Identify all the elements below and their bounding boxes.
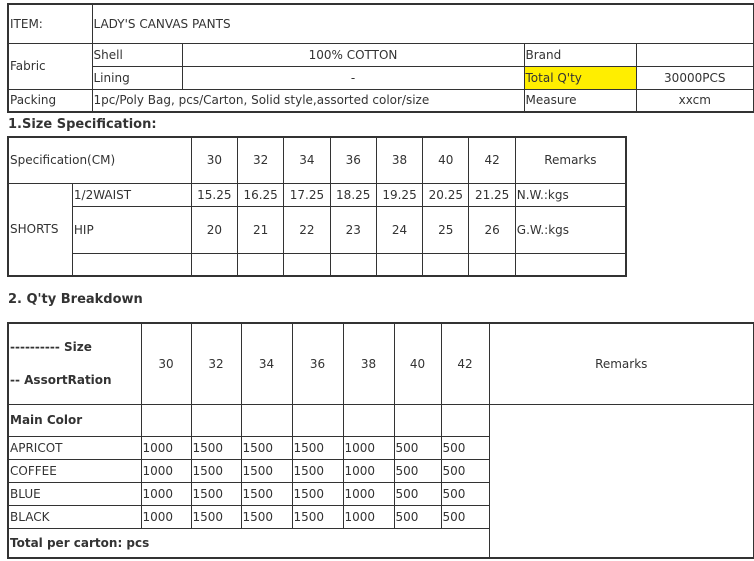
empty-cell (394, 404, 441, 436)
item-info-table (7, 3, 754, 113)
main-color-label: Main Color (8, 404, 141, 436)
size-label: ---------- Size (10, 339, 92, 354)
spec-remarks-label: Remarks (515, 137, 626, 183)
empty-cell (469, 253, 515, 276)
total-qty-label: Total Q'ty (524, 66, 636, 89)
empty-cell (284, 253, 330, 276)
item-value: LADY'S CANVAS PANTS (92, 4, 754, 43)
qty-value: 1000 (343, 482, 394, 505)
qty-value: 1000 (343, 505, 394, 528)
hip-value: 24 (376, 206, 422, 253)
lining-value: - (182, 66, 524, 89)
empty-cell (292, 404, 343, 436)
qty-value: 1500 (241, 436, 292, 459)
total-qty-value: 30000PCS (636, 66, 754, 89)
waist-value: 18.25 (330, 183, 376, 206)
empty-cell (376, 253, 422, 276)
shell-label: Shell (92, 43, 182, 66)
total-per-carton: Total per carton: pcs (8, 528, 489, 558)
qty-size: 32 (191, 323, 241, 404)
size-spec-heading: 1.Size Specification: (8, 117, 157, 132)
qty-value: 500 (394, 482, 441, 505)
spec-size: 42 (469, 137, 515, 183)
spec-size: 40 (423, 137, 469, 183)
qty-value: 1500 (191, 482, 241, 505)
waist-value: 20.25 (423, 183, 469, 206)
spec-size: 38 (376, 137, 422, 183)
color-label: BLUE (8, 482, 141, 505)
spec-label: Specification(CM) (8, 137, 191, 183)
hip-value: 25 (423, 206, 469, 253)
qty-value: 500 (394, 459, 441, 482)
empty-cell (237, 253, 283, 276)
waist-value: 15.25 (191, 183, 237, 206)
waist-value: 21.25 (469, 183, 515, 206)
nw-label: N.W.:kgs (515, 183, 626, 206)
qty-size: 30 (141, 323, 191, 404)
waist-label: 1/2WAIST (72, 183, 191, 206)
qty-value: 1000 (141, 436, 191, 459)
waist-value: 19.25 (376, 183, 422, 206)
empty-cell (423, 253, 469, 276)
hip-value: 20 (191, 206, 237, 253)
item-label: ITEM: (8, 4, 92, 43)
qty-size: 40 (394, 323, 441, 404)
empty-cell (141, 404, 191, 436)
qty-remarks-label: Remarks (489, 323, 754, 404)
qty-value: 1500 (191, 436, 241, 459)
qty-value: 1500 (191, 505, 241, 528)
qty-breakdown-heading: 2. Q'ty Breakdown (8, 292, 143, 307)
qty-value: 500 (394, 505, 441, 528)
empty-cell (515, 253, 626, 276)
fabric-label: Fabric (8, 43, 92, 89)
qty-size: 38 (343, 323, 394, 404)
qty-value: 1000 (343, 436, 394, 459)
qty-value: 1000 (141, 482, 191, 505)
size-assort-header (8, 323, 141, 404)
brand-label: Brand (524, 43, 636, 66)
empty-cell (191, 253, 237, 276)
empty-cell (441, 404, 489, 436)
color-label: APRICOT (8, 436, 141, 459)
qty-value: 1500 (241, 482, 292, 505)
qty-value: 500 (441, 436, 489, 459)
color-label: BLACK (8, 505, 141, 528)
category-label: SHORTS (8, 183, 72, 276)
packing-value: 1pc/Poly Bag, pcs/Carton, Solid style,assorted color/size (92, 89, 524, 112)
brand-value (636, 43, 754, 66)
size-spec-table (7, 136, 627, 277)
qty-value: 1500 (292, 505, 343, 528)
hip-value: 22 (284, 206, 330, 253)
qty-value: 1000 (343, 459, 394, 482)
qty-breakdown-table (7, 322, 754, 559)
empty-cell (330, 253, 376, 276)
qty-value: 1500 (292, 482, 343, 505)
shell-value: 100% COTTON (182, 43, 524, 66)
qty-size: 42 (441, 323, 489, 404)
spec-size: 30 (191, 137, 237, 183)
qty-value: 500 (441, 482, 489, 505)
lining-label: Lining (92, 66, 182, 89)
qty-value: 1500 (292, 459, 343, 482)
color-label: COFFEE (8, 459, 141, 482)
waist-value: 16.25 (237, 183, 283, 206)
qty-size: 36 (292, 323, 343, 404)
qty-value: 500 (441, 505, 489, 528)
qty-value: 1500 (292, 436, 343, 459)
qty-value: 1000 (141, 459, 191, 482)
qty-value: 1500 (241, 459, 292, 482)
qty-value: 1500 (241, 505, 292, 528)
assort-label: -- AssortRation (10, 372, 112, 387)
empty-cell (72, 253, 191, 276)
empty-cell (191, 404, 241, 436)
hip-label: HIP (72, 206, 191, 253)
empty-cell (241, 404, 292, 436)
gw-label: G.W.:kgs (515, 206, 626, 253)
measure-value: xxcm (636, 89, 754, 112)
waist-value: 17.25 (284, 183, 330, 206)
empty-cell (343, 404, 394, 436)
hip-value: 26 (469, 206, 515, 253)
spec-size: 32 (237, 137, 283, 183)
measure-label: Measure (524, 89, 636, 112)
qty-value: 1000 (141, 505, 191, 528)
spec-size: 34 (284, 137, 330, 183)
qty-value: 1500 (191, 459, 241, 482)
spec-size: 36 (330, 137, 376, 183)
remarks-area (489, 404, 754, 558)
hip-value: 23 (330, 206, 376, 253)
qty-size: 34 (241, 323, 292, 404)
qty-value: 500 (441, 459, 489, 482)
qty-value: 500 (394, 436, 441, 459)
packing-label: Packing (8, 89, 92, 112)
hip-value: 21 (237, 206, 283, 253)
